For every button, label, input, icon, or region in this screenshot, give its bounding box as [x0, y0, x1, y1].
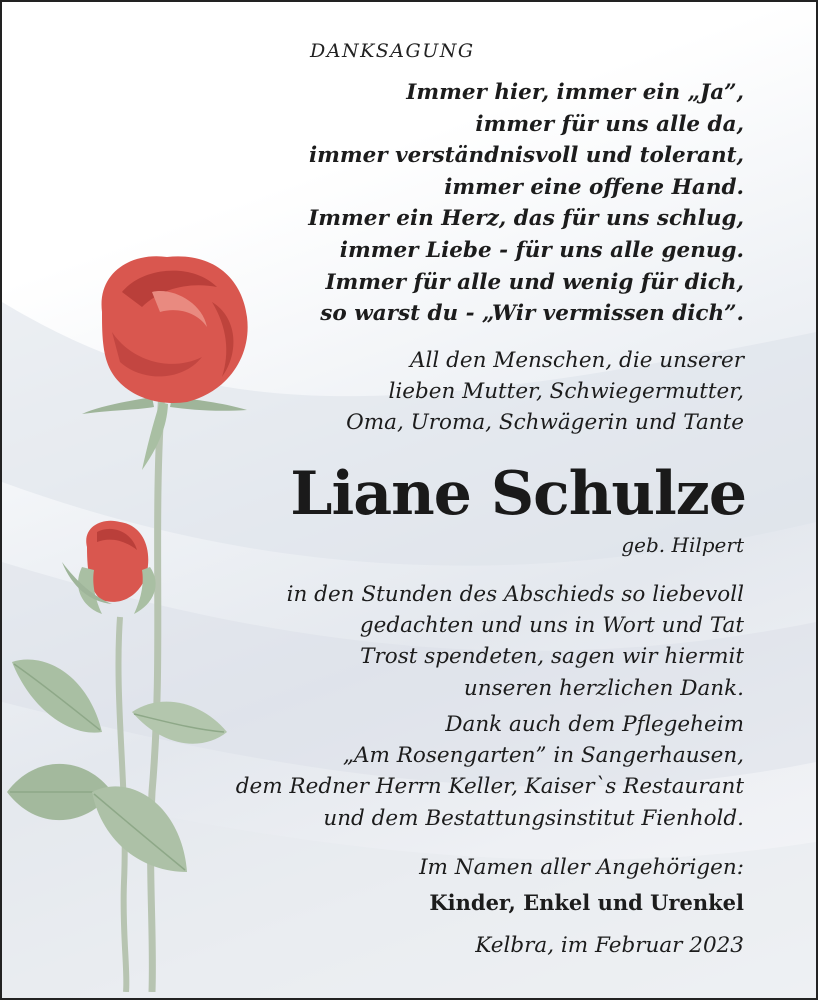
poem-line: immer eine offene Hand. [444, 174, 744, 200]
intro-line: lieben Mutter, Schwiegermutter, [388, 379, 744, 405]
thanks-text [287, 579, 744, 704]
poem-line: Immer hier, immer ein „Ja”, [406, 80, 744, 105]
signers: Kinder, Enkel und Urenkel [429, 890, 744, 915]
thanks-line: unseren herzlichen Dank. [463, 675, 744, 701]
place-date: Kelbra, im Februar 2023 [475, 933, 744, 958]
poem-line: so warst du - „Wir vermissen dich”. [320, 301, 744, 327]
maiden-name: geb. Hilpert [621, 533, 744, 557]
on-behalf: Im Namen aller Angehörigen: [419, 855, 744, 880]
thanks-line: Trost spendeten, sagen wir hiermit [360, 644, 744, 670]
deceased-name: Liane Schulze [290, 459, 746, 529]
thanks-line: gedachten und uns in Wort und Tat [359, 613, 744, 639]
poem-line: immer für uns alle da, [475, 111, 744, 137]
special-thanks-line: und dem Bestattungsinstitut Fienhold. [323, 805, 744, 831]
special-thanks-line: „Am Rosengarten” in Sangerhausen, [342, 743, 744, 769]
thanks-line: in den Stunden des Abschieds so liebevoll [286, 582, 744, 607]
leaf [132, 702, 227, 744]
intro-text [346, 345, 744, 439]
special-thanks-text [236, 709, 744, 834]
poem-line: Immer ein Herz, das für uns schlug, [308, 206, 744, 232]
poem-line: Immer für alle und wenig für dich, [325, 269, 744, 295]
special-thanks-line: dem Redner Herrn Keller, Kaiser`s Restaurant [235, 774, 744, 800]
intro-line: All den Menschen, die unserer [410, 348, 744, 373]
poem [308, 77, 744, 330]
rose-bloom [102, 256, 248, 403]
rose-stem [151, 392, 162, 992]
poem-line: immer verständnisvoll und tolerant, [308, 143, 744, 169]
heading: DANKSAGUNG [310, 40, 475, 62]
rose-bud [62, 521, 156, 614]
rose-icon [2, 232, 322, 992]
poem-line: immer Liebe - für uns alle genug. [339, 237, 744, 263]
special-thanks-line: Dank auch dem Pflegeheim [445, 712, 744, 737]
intro-line: Oma, Uroma, Schwägerin und Tante [346, 410, 744, 436]
